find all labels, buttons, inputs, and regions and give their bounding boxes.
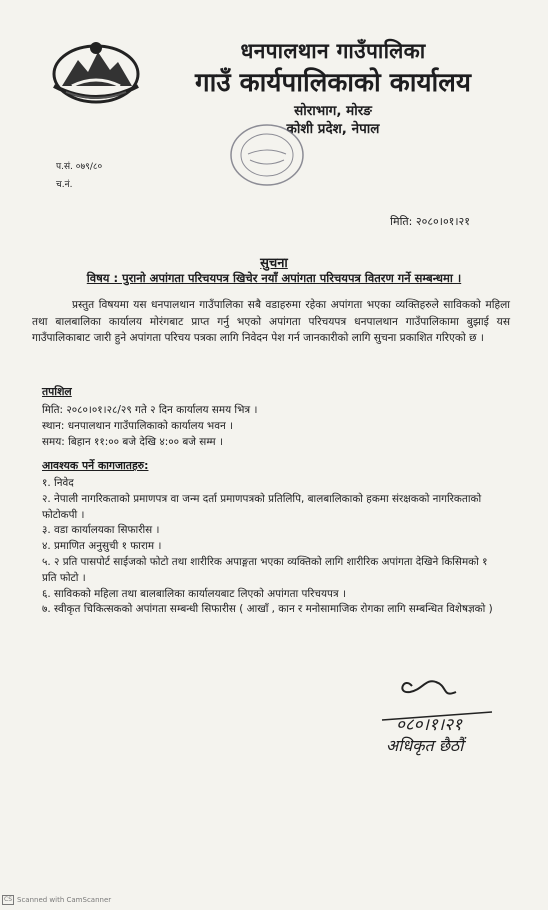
list-item: ७. स्वीकृत चिकित्सकको अपांगता सम्बन्धी सिफारीस ( आखाँ , कान र मनोसामाजिक रोगका लागि सम्बन्धित विशेषज्ञको ) <box>42 603 493 616</box>
schedule-details <box>42 402 257 450</box>
camscanner-badge: CS <box>4 896 12 903</box>
reference-numbers <box>56 158 102 194</box>
address-line-1: सोराभाग, मोरङ <box>294 103 372 119</box>
office-seal-stamp-icon <box>226 120 308 190</box>
list-item: ५. २ प्रति पासपोर्ट साईजको फोटो तथा शारीरिक अपाङ्गता भएका व्यक्तिको लागि शारीरिक अपांगता देखिने किसिमको १ प्रति फोटो । <box>42 555 488 584</box>
letterhead <box>148 38 518 138</box>
signature-date: ०८०।१।२१ <box>396 715 462 735</box>
list-item: ३. वडा कार्यालयका सिफारीस । <box>42 524 160 537</box>
list-item: १. निवेद <box>42 477 74 489</box>
signatory-role: अधिकृत छैठौं <box>386 736 464 755</box>
office-name: गाउँ कार्यपालिकाको कार्यालय <box>195 68 471 98</box>
letter-number: प.सं. ०७९/८० <box>56 162 103 172</box>
address-line-2: कोशी प्रदेश, नेपाल <box>286 121 380 137</box>
list-item: ६. साविकको महिला तथा बालबालिका कार्यालयबाट लिएको अपांगता परिचयपत्र । <box>42 587 346 600</box>
schedule-line: मिति: २०८०।०१।२८/२९ गते २ दिन कार्यालय समय भित्र । <box>42 404 258 416</box>
scanner-footer <box>2 895 111 905</box>
notice-body: प्रस्तुत विषयमा यस धनपालथान गाउँपालिका सबै वडाहरुमा रहेका अपांगता भएका व्यक्तिहरुले साविकको महिला तथा बालबालिका कार्यालय मोरंगबाट प्राप्त गर्नु भएको अपांगता परिचयपत्र धनपालथान गाउँपालिकामा बुझाई यस गाउँपालिकाबाट जारी हुने अपांगता परिचय पत्रका लागि निवेदन पेश गर्न जानकारीको लागि सुचना प्रकाशित गरिएको छ । <box>32 299 510 344</box>
dispatch-number: च.नं. <box>56 180 73 190</box>
documents-list <box>42 476 504 618</box>
schedule-line: स्थान: धनपालथान गाउँपालिकाको कार्यालय भवन । <box>42 420 233 432</box>
list-item: २. नेपाली नागरिकताको प्रमाणपत्र वा जन्म दर्ता प्रमाणपत्रको प्रतिलिपि, बालबालिकाको हकमा संरक्षकको नागरिकताको फोटोकपी । <box>42 492 482 521</box>
documents-heading: आवश्यक पर्ने कागजातहरु: <box>42 459 149 472</box>
scanner-watermark-text: Scanned with CamScanner <box>17 896 112 904</box>
municipality-name: धनपालथान गाउँपालिका <box>240 39 426 63</box>
notice-subject: विषय : पुरानो अपांगता परिचयपत्र खिचेर नयाँ अपांगता परिचयपत्र वितरण गर्ने सम्बन्धमा । <box>86 271 462 285</box>
schedule-heading: तपशिल <box>42 385 72 398</box>
list-item: ४. प्रमाणित अनुसुची १ फाराम । <box>42 540 162 553</box>
notice-title: सुचना <box>260 256 288 271</box>
letter-date: मिति: २०८०।०१।२१ <box>390 215 470 228</box>
nepal-emblem-icon <box>48 34 144 106</box>
schedule-line: समय: बिहान ११:०० बजे देखि ४:०० बजे सम्म । <box>42 436 223 448</box>
